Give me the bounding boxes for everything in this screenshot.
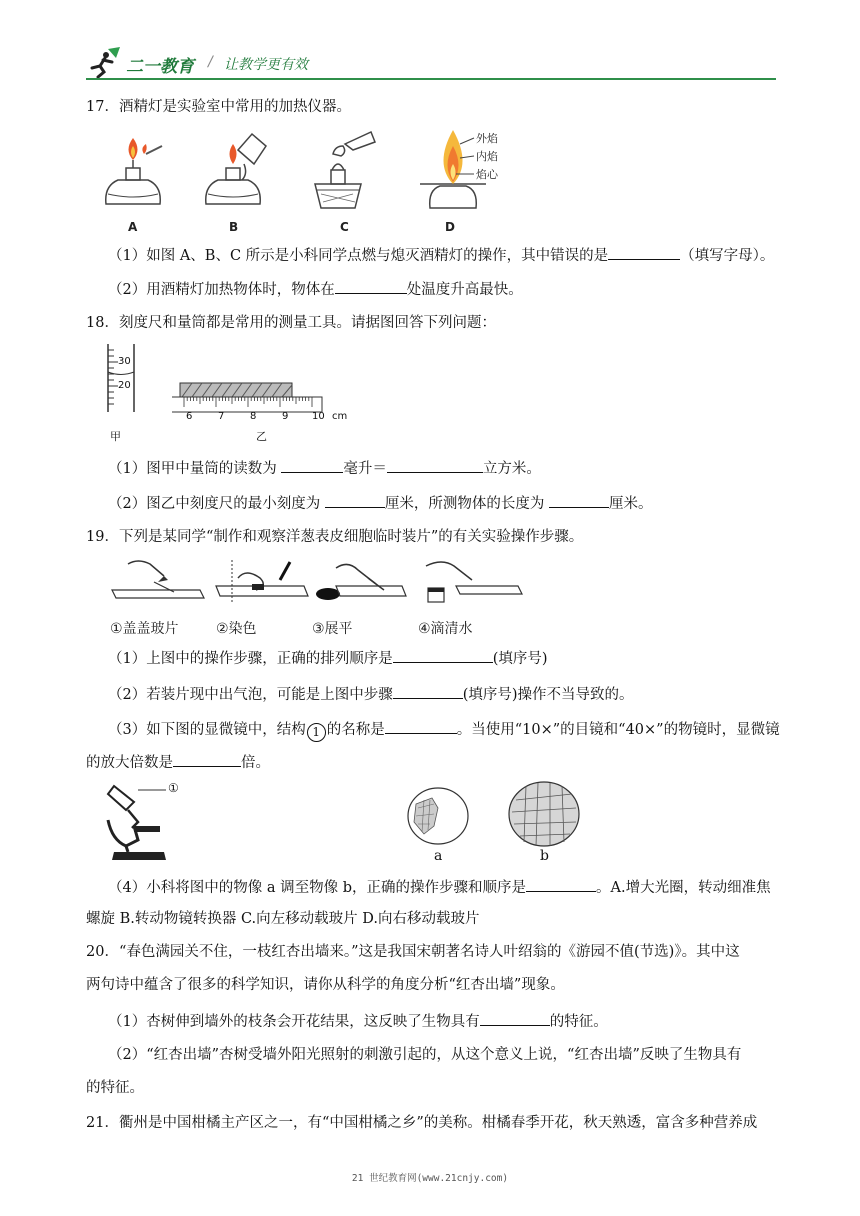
step-label-1: ①盖盖玻片 [110,621,179,637]
page-footer: 21 世纪教育网(www.21cnjy.com) [351,1173,509,1184]
answer-blank[interactable] [393,648,493,663]
ruler-tick-7: 7 [218,411,225,422]
answer-blank[interactable] [387,458,483,473]
q18-part2: （2）图乙中刻度尺的最小刻度为 厘米，所测物体的长度为 厘米。 [108,493,652,514]
cylinder-tick-30: 30 [118,356,131,367]
cylinder-tick-20: 20 [118,380,131,391]
header-rule [86,78,776,80]
microscope-callout-1: ① [168,781,179,795]
view-b-illustration [506,780,582,848]
ruler-tick-9: 9 [282,411,289,422]
q20-part2-line2: 的特征。 [86,1080,144,1096]
step-label-2: ②染色 [216,621,257,637]
q19-part2: （2）若装片现中出气泡，可能是上图中步骤 (填序号)操作不当导致的。 [108,684,634,705]
alcohol-lamp-c-illustration [301,124,381,214]
q17-part2: （2）用酒精灯加热物体时，物体在 处温度升高最快。 [108,279,523,300]
header-separator: / [208,54,213,70]
figure-label-b: B [229,220,239,234]
flame-label-inner: 内焰 [476,150,498,163]
answer-blank[interactable] [480,1011,550,1026]
q19-steps-figure [104,556,524,640]
ruler-tick-8: 8 [250,411,257,422]
q18-figure [96,342,376,444]
answer-blank[interactable] [393,684,463,699]
answer-blank[interactable] [385,719,457,734]
graduated-cylinder-illustration [102,342,142,414]
answer-blank[interactable] [325,493,385,508]
step-stain-illustration [212,556,312,606]
label-jia: 甲 [110,430,121,443]
q17-stem: 17．酒精灯是实验室中常用的加热仪器。 [86,99,351,115]
answer-blank[interactable] [608,245,680,260]
q20-part2: （2）“红杏出墙”杏树受墙外阳光照射的刺激引起的，从这个意义上说，“红杏出墙”反映了生物具有 [108,1047,742,1063]
header-slogan: 让教学更有效 [224,57,308,73]
answer-blank[interactable] [173,752,241,767]
label-yi: 乙 [256,430,267,443]
step-label-4: ④滴清水 [418,621,473,637]
answer-blank[interactable] [549,493,609,508]
q19-part4-line2: 螺旋 B.转动物镜转换器 C.向左移动载玻片 D.向右移动载玻片 [86,911,480,927]
q19-part1: （1）上图中的操作步骤，正确的排列顺序是 (填序号) [108,648,548,669]
q17-part1: （1）如图 A、B、C 所示是小科同学点燃与熄灭酒精灯的操作，其中错误的是 （填写字母）。 [108,245,774,266]
step-flatten-illustration [310,556,410,606]
step-water-drop-illustration [412,556,524,606]
answer-blank[interactable] [281,458,343,473]
flame-label-outer: 外焰 [476,132,498,145]
q18-stem: 18．刻度尺和量筒都是常用的测量工具。请据图回答下列问题： [86,315,496,331]
q19-part3: （3）如下图的显微镜中，结构 1 的名称是 。当使用“10×”的目镜和“40×”的物镜时，显微镜 [108,719,780,742]
flame-label-core: 焰心 [476,168,498,181]
q20-line2: 两句诗中蕴含了很多的科学知识，请你从科学的角度分析“红杏出墙”现象。 [86,977,565,993]
figure-label-a: A [128,220,138,234]
runner-logo-icon [86,46,126,78]
q17-figure [96,124,516,236]
q18-part1: （1）图甲中量筒的读数为 毫升＝ 立方米。 [108,458,541,479]
alcohol-lamp-d-illustration [416,124,516,214]
alcohol-lamp-b-illustration [196,124,276,214]
q20-line1: 20．“春色满园关不住，一枝红杏出墙来。”这是我国宋朝著名诗人叶绍翁的《游园不值(节选)》。其中这 [86,944,740,960]
ruler-unit: cm [332,411,348,422]
view-a-illustration [406,786,470,846]
answer-blank[interactable] [526,877,596,892]
header-brand: 二一教育 [126,57,194,77]
q19-part3-line2: 的放大倍数是 倍。 [86,752,270,773]
ruler-tick-10: 10 [312,411,325,422]
alcohol-lamp-a-illustration [96,124,176,214]
answer-blank[interactable] [335,279,407,294]
step-cover-slip-illustration [108,556,208,606]
q19-part4: （4）小科将图中的物像 a 调至物像 b，正确的操作步骤和顺序是 。A.增大光圈，转动细准焦 [108,877,771,898]
circled-number-icon: 1 [307,723,326,742]
view-label-a: a [434,848,443,864]
figure-label-d: D [445,220,455,234]
figure-label-c: C [340,220,349,234]
q21-line1: 21．衢州是中国柑橘主产区之一，有“中国柑橘之乡”的美称。柑橘春季开花，秋天熟透，富含多种营养成 [86,1115,758,1131]
header [86,44,776,78]
q20-part1: （1）杏树伸到墙外的枝条会开花结果，这反映了生物具有 的特征。 [108,1011,608,1032]
step-label-3: ③展平 [312,621,353,637]
ruler-tick-6: 6 [186,411,193,422]
q19-microscope-figure [104,780,584,866]
microscope-illustration [104,780,194,862]
q19-stem: 19．下列是某同学“制作和观察洋葱表皮细胞临时装片”的有关实验操作步骤。 [86,529,584,545]
view-label-b: b [540,848,549,864]
